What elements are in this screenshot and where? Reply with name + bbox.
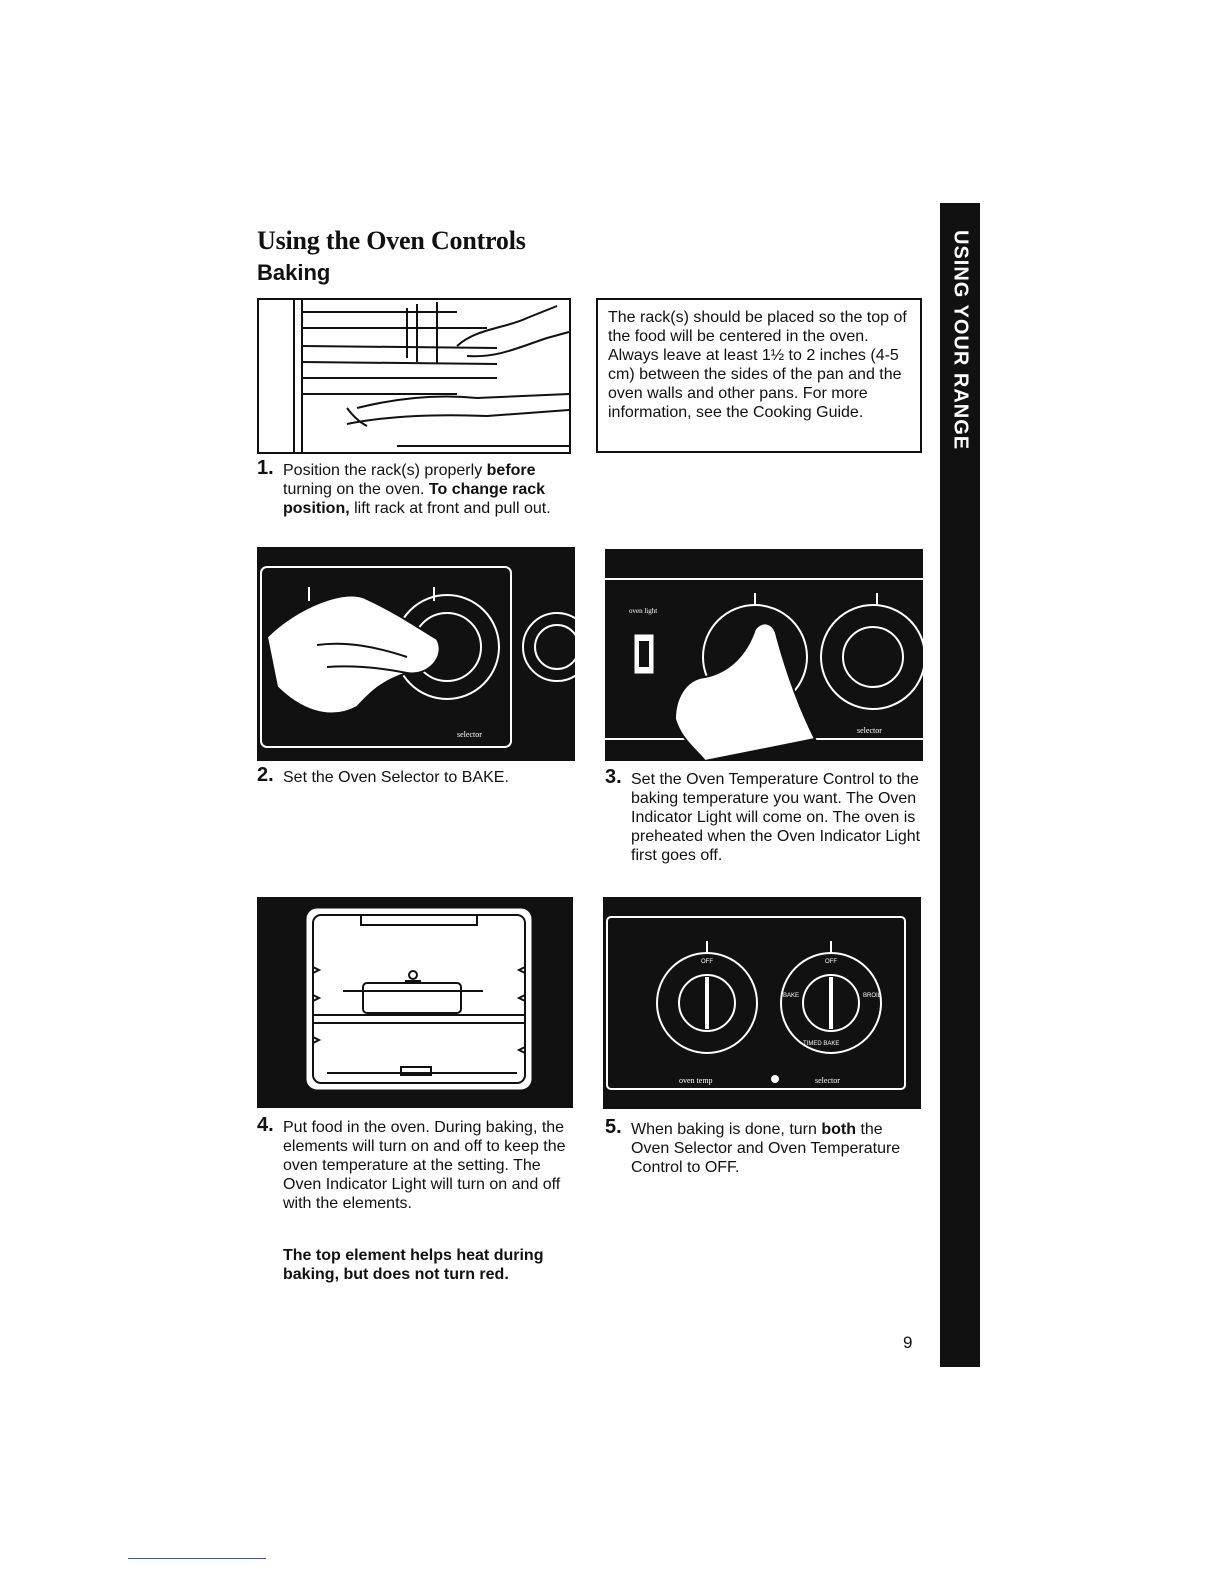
oven-temperature-illustration — [605, 549, 923, 761]
timed-bake-label: TIMED BAKE — [803, 1041, 840, 1047]
selector-caption-2: selector — [857, 726, 882, 735]
broil-label: BROIL — [863, 993, 882, 999]
bake-label: BAKE — [783, 993, 800, 999]
step-text: Position the rack(s) properly before turning on the oven. To change rack position, lift rack at front and pull out. — [283, 462, 551, 517]
page-number: 9 — [903, 1333, 913, 1352]
step-1 — [257, 457, 577, 518]
sidebar-label: USING YOUR RANGE — [949, 230, 972, 451]
oven-interior-illustration — [257, 897, 573, 1108]
oven-light-caption: oven light — [629, 607, 658, 615]
section-subtitle: Baking — [257, 260, 331, 285]
knobs-off-illustration — [603, 897, 921, 1109]
step-3: 3. Set the Oven Temperature Control to the baking temperature you want. The Oven Indicator Light will come on. The oven is preheated when the Oven Indicator Light first goes off. — [605, 766, 921, 864]
step-4: 4. Put food in the oven. During baking, the elements will turn on and off to keep the oven temperature at the setting. The Oven Indicator Light will turn on and off with the elements. — [257, 1114, 566, 1212]
off-label-2: OFF — [825, 959, 837, 965]
step-5: 5. When baking is done, turn both the Oven Selector and Oven Temperature Control to OFF. — [605, 1116, 901, 1176]
rack-placement-note: The rack(s) should be placed so the top of the food will be centered in the oven. Always leave at least 1½ to 2 inches (4-5 cm) between the sides of the pan and the oven walls and other pans. For more information, see the Cooking Guide. — [596, 298, 922, 453]
oven-selector-illustration — [257, 547, 575, 761]
selector-caption-3: selector — [815, 1076, 840, 1085]
temp-caption: temp — [755, 727, 769, 735]
off-label-1: OFF — [701, 959, 713, 965]
step-number: 1. — [257, 457, 274, 479]
oven-temp-caption: oven temp — [679, 1076, 713, 1085]
selector-caption: selector — [457, 730, 482, 739]
footer-rule — [128, 1558, 266, 1559]
step-2: 2. Set the Oven Selector to BAKE. — [257, 764, 509, 786]
rack-illustration — [257, 298, 571, 454]
step-4-note: The top element helps heat during baking, but does not turn red. — [283, 1247, 544, 1283]
page-title: Using the Oven Controls — [257, 226, 526, 255]
